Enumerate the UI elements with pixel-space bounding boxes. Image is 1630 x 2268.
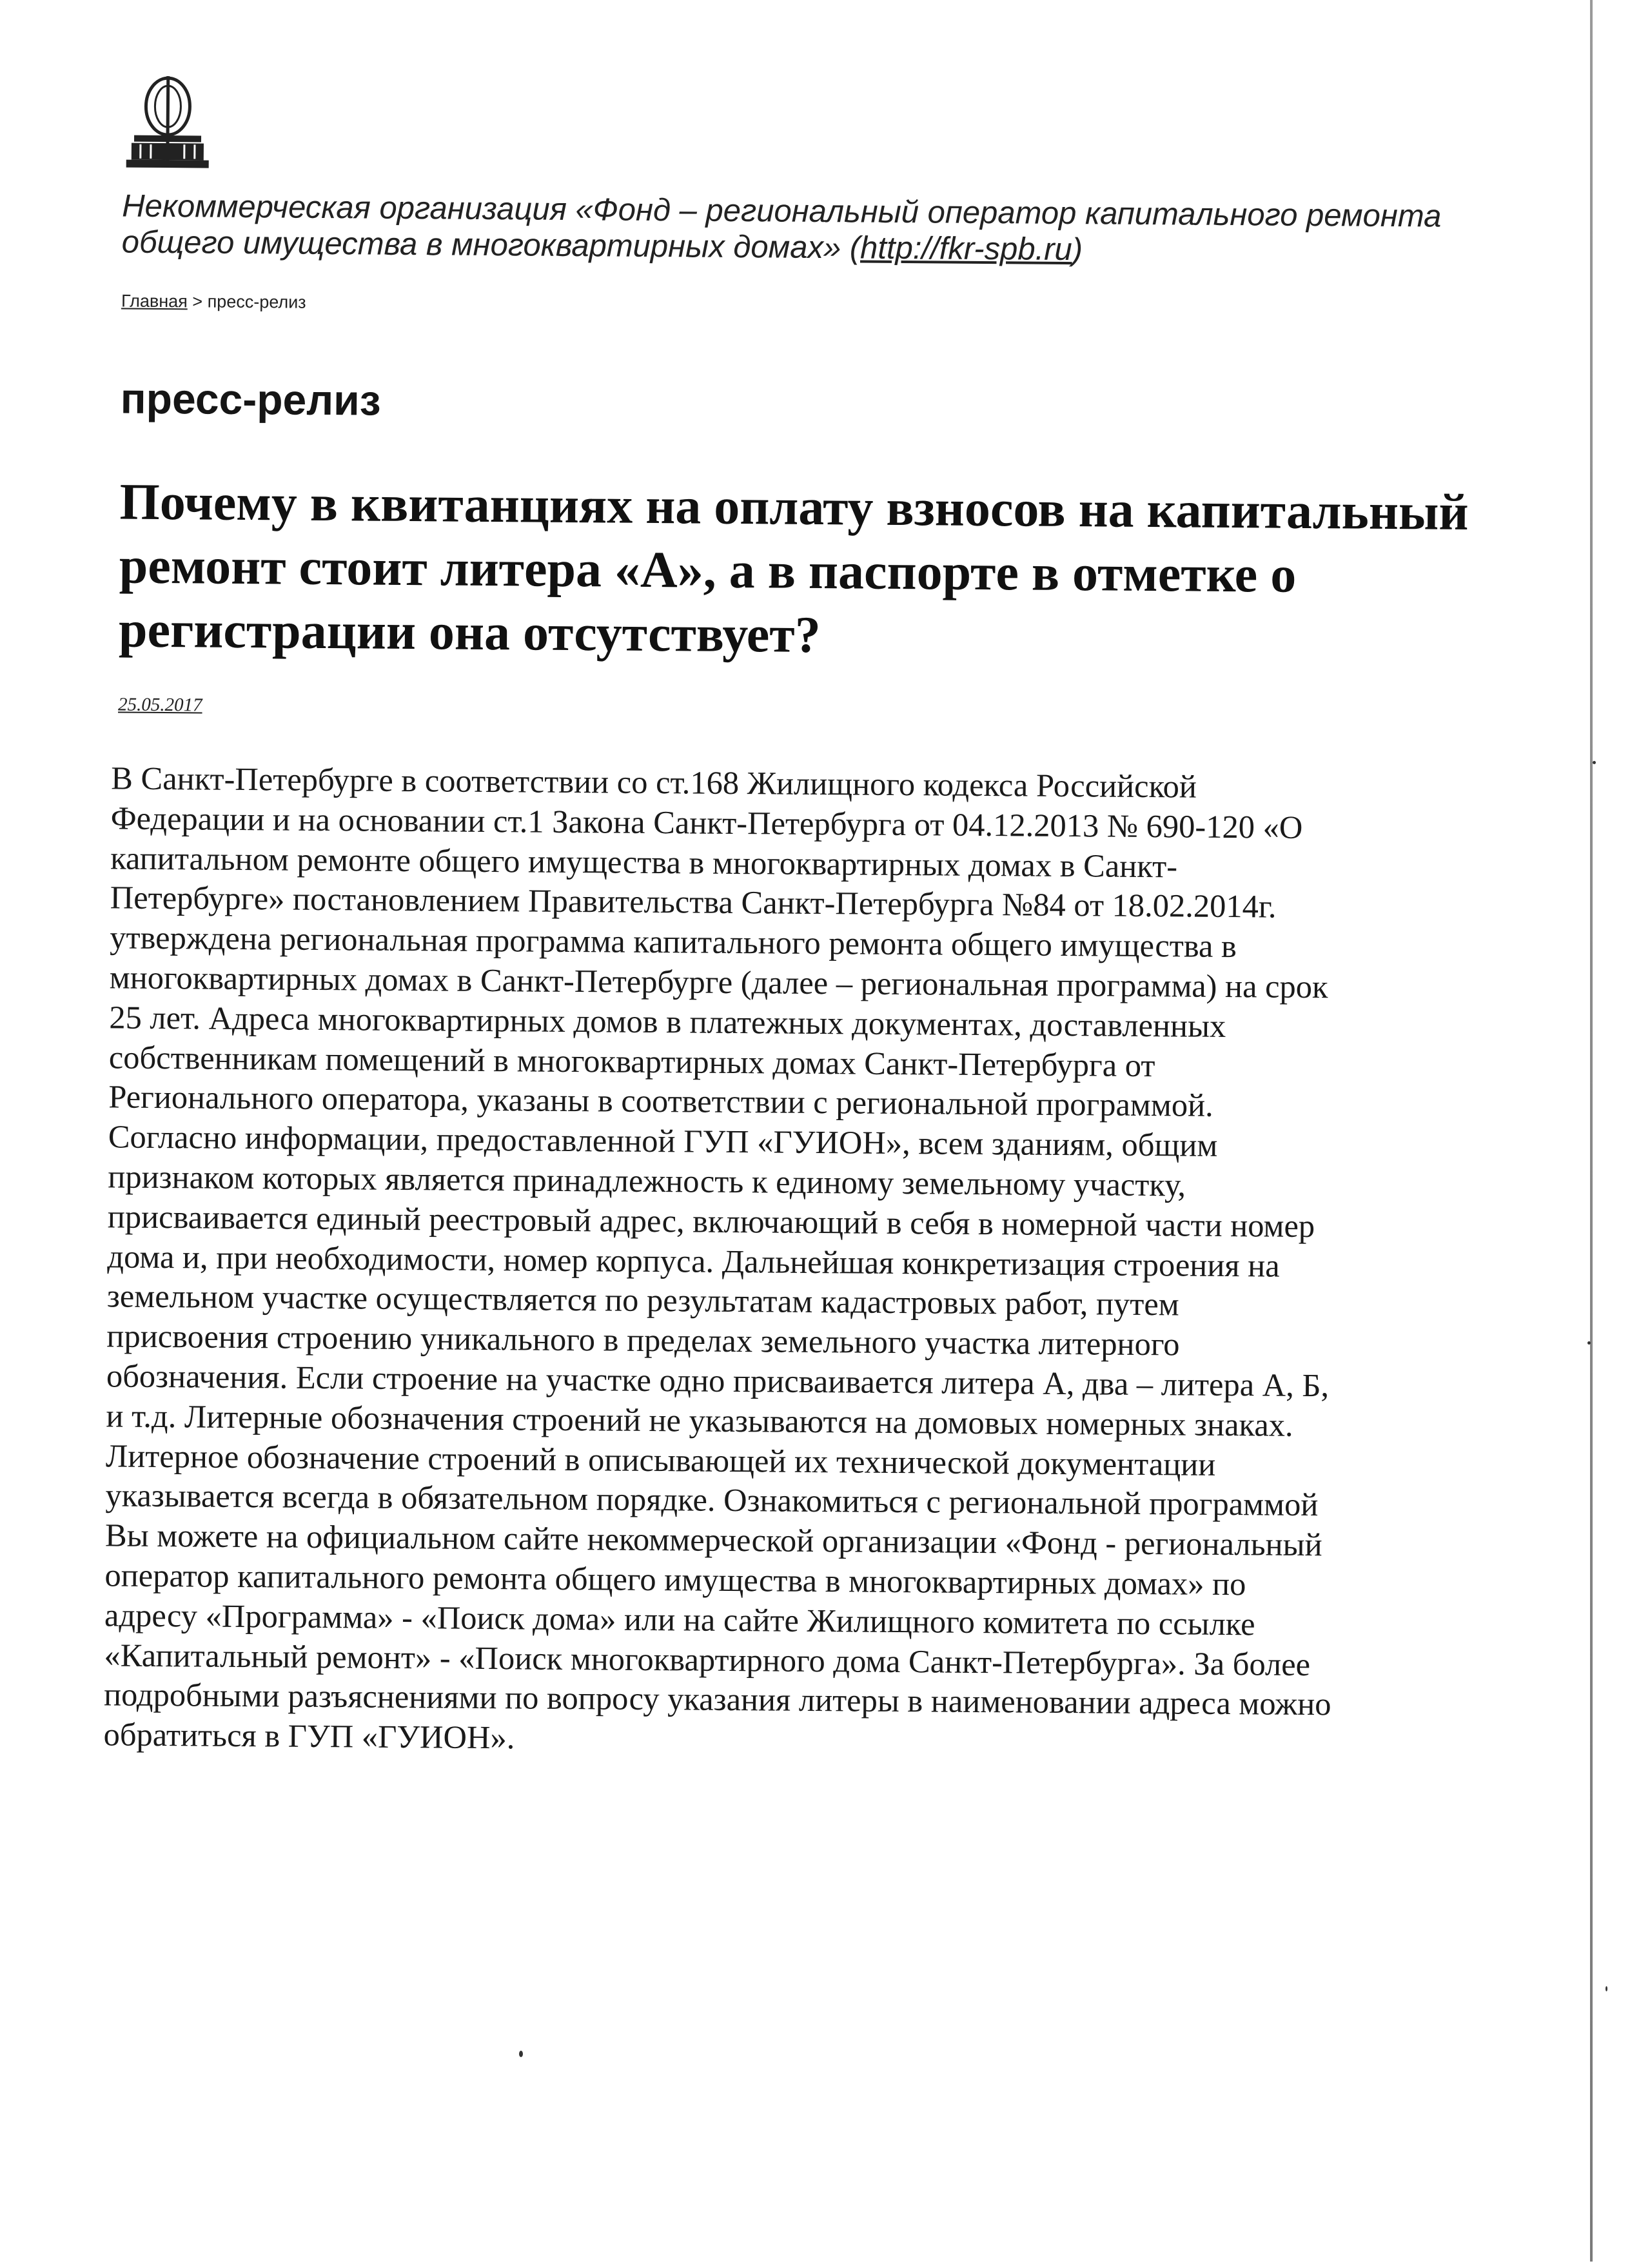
section-title: пресс-релиз xyxy=(121,374,381,425)
organization-name xyxy=(122,188,1477,271)
body-line: подробными разъяснениями по вопросу указания литеры в наименовании адреса можно xyxy=(104,1675,1477,1726)
organization-line-2-text: общего имущества в многоквартирных домах» ( xyxy=(122,225,861,266)
body-line: собственникам помещений в многоквартирных домах Санкт-Петербурга от xyxy=(109,1038,1482,1089)
headline-line: Почему в квитанциях на оплату взносов на капитальный xyxy=(119,471,1500,546)
body-line: дома и, при необходимости, номер корпуса. Дальнейшая конкретизация строения на xyxy=(107,1237,1480,1288)
body-line: присвоения строению уникального в пределах земельного участка литерного xyxy=(106,1317,1480,1368)
article-body xyxy=(103,758,1484,1766)
headline-line: регистрации она отсутствует? xyxy=(119,598,1499,673)
body-line: Согласно информации, предоставленной ГУП «ГУИОН», всем зданиям, общим xyxy=(108,1118,1482,1169)
organization-line-1: Некоммерческая организация «Фонд – региональный оператор капитального ремонта xyxy=(122,188,1476,235)
org-logo xyxy=(123,71,213,175)
body-line: многоквартирных домах в Санкт-Петербурге (далее – региональная программа) на срок xyxy=(110,958,1483,1009)
breadcrumb-separator: > xyxy=(192,291,202,311)
body-line: указывается всегда в обязательном порядке. Ознакомиться с региональной программой xyxy=(105,1476,1478,1527)
body-line: адресу «Программа» - «Поиск дома» или на сайте Жилищного комитета по ссылке xyxy=(104,1595,1478,1646)
breadcrumb-current: пресс-релиз xyxy=(208,292,306,312)
publication-date: 25.05.2017 xyxy=(118,694,202,716)
body-line: и т.д. Литерные обозначения строений не указываются на домовых номерных знаках. xyxy=(106,1396,1479,1447)
body-line: обозначения. Если строение на участке одно присваивается литера А, два – литера А, Б, xyxy=(106,1356,1480,1407)
organization-line-2-suffix: ) xyxy=(1072,232,1083,267)
body-line: Федерации и на основании ст.1 Закона Санкт-Петербурга от 04.12.2013 № 690-120 «О xyxy=(111,798,1484,849)
body-line: Регионального оператора, указаны в соответствии с региональной программой. xyxy=(108,1078,1482,1129)
breadcrumb xyxy=(121,291,306,313)
body-line: «Капитальный ремонт» - «Поиск многоквартирного дома Санкт-Петербурга». За более xyxy=(104,1635,1477,1686)
body-line: капитальном ремонте общего имущества в многоквартирных домах в Санкт- xyxy=(110,838,1484,889)
body-line: В Санкт-Петербурге в соответствии со ст.168 Жилищного кодекса Российской xyxy=(111,758,1484,809)
article-headline xyxy=(119,471,1500,673)
body-line: обратиться в ГУП «ГУИОН». xyxy=(103,1715,1477,1766)
body-line: присваивается единый реестровый адрес, включающий в себя в номерной части номер xyxy=(108,1197,1481,1248)
body-line: оператор капитального ремонта общего имущества в многоквартирных домах» по xyxy=(104,1555,1478,1606)
organization-url-link[interactable]: http://fkr-spb.ru xyxy=(860,231,1072,268)
body-line: Литерное обозначение строений в описывающей их технической документации xyxy=(106,1436,1479,1487)
breadcrumb-home-link[interactable]: Главная xyxy=(121,291,188,311)
body-line: 25 лет. Адреса многоквартирных домов в платежных документах, доставленных xyxy=(109,998,1482,1049)
body-line: утверждена региональная программа капитального ремонта общего имущества в xyxy=(110,918,1483,969)
body-line: земельном участке осуществляется по результатам кадастровых работ, путем xyxy=(107,1277,1480,1328)
headline-line: ремонт стоит литера «А», а в паспорте в отметке о xyxy=(119,534,1499,609)
fund-logo-icon xyxy=(123,71,213,175)
body-line: Вы можете на официальном сайте некоммерческой организации «Фонд - региональный xyxy=(105,1516,1478,1567)
body-line: признаком которых является принадлежность к единому земельному участку, xyxy=(108,1157,1481,1208)
body-line: Петербурге» постановлением Правительства Санкт-Петербурга №84 от 18.02.2014г. xyxy=(110,878,1484,929)
